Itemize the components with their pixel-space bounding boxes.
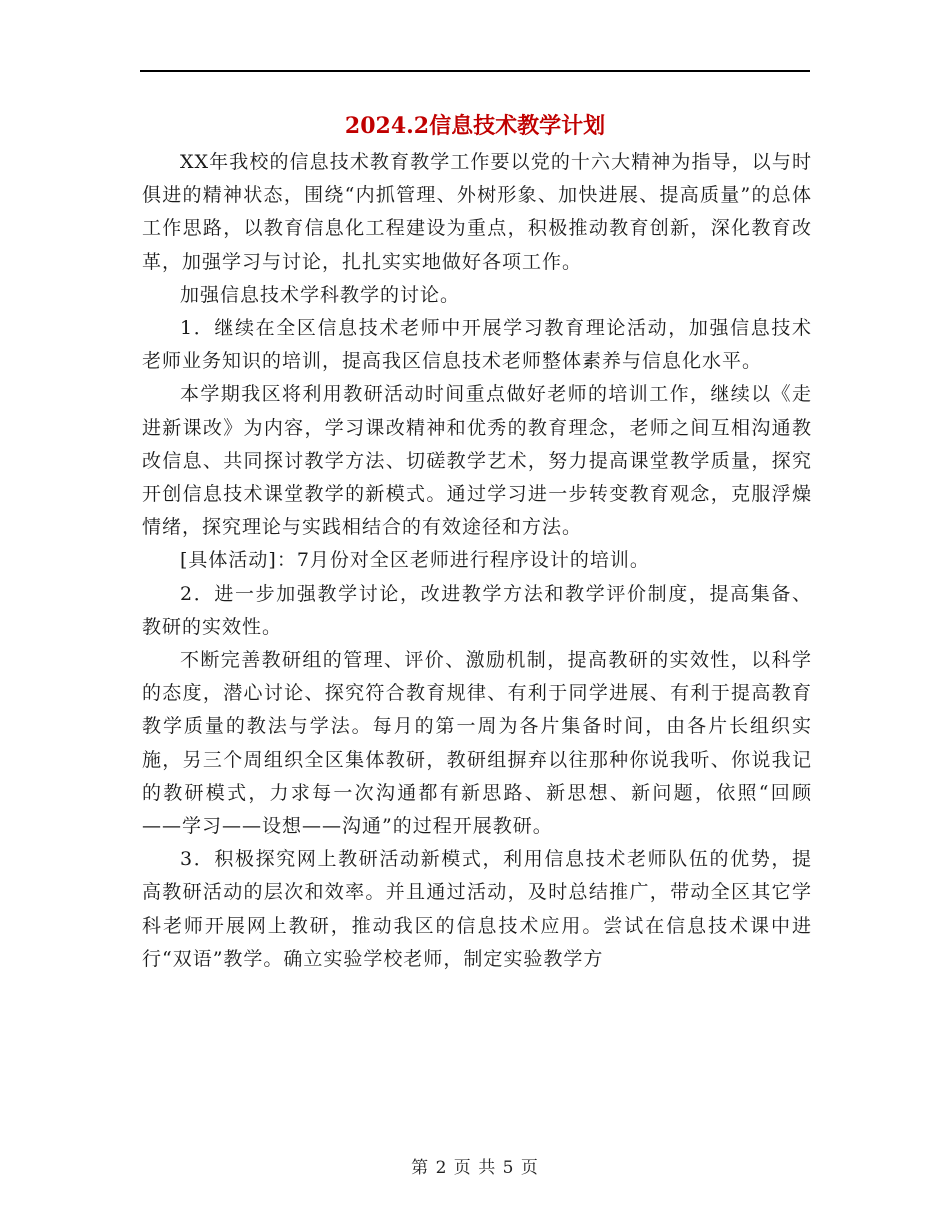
document-body xyxy=(142,146,812,976)
header-rule xyxy=(140,70,810,72)
paragraph-item-2: 2．进一步加强教学讨论，改进教学方法和教学评价制度，提高集备、教研的实效性。 xyxy=(142,582,812,638)
paragraph-item-3: 3．积极探究网上教研活动新模式，利用信息技术老师队伍的优势，提高教研活动的层次和效率。并且通过活动，及时总结推广，带动全区其它学科老师开展网上教研，推动我区的信息技术应用。尝试在信息技术课中进行“双语”教学。确立实验学校老师，制定实验教学方 xyxy=(142,848,812,970)
page-number: 第 2 页 共 5 页 xyxy=(411,1158,539,1178)
paragraph-item-1: 1．继续在全区信息技术老师中开展学习教育理论活动，加强信息技术老师业务知识的培训，提高我区信息技术老师整体素养与信息化水平。 xyxy=(142,317,812,373)
paragraph-heading: 加强信息技术学科教学的讨论。 xyxy=(180,283,461,306)
document-title: 2024.2信息技术教学计划 xyxy=(344,113,606,139)
paragraph-activity: [具体活动]：7月份对全区老师进行程序设计的培训。 xyxy=(180,549,650,572)
paragraph-item-1-detail: 本学期我区将利用教研活动时间重点做好老师的培训工作，继续以《走进新课改》为内容，学习课改精神和优秀的教育理念，老师之间互相沟通教改信息、共同探讨教学方法、切磋教学艺术，努力提高课堂教学质量，探究开创信息技术课堂教学的新模式。通过学习进一步转变教育观念，克服浮燥情绪，探究理论与实践相结合的有效途径和方法。 xyxy=(142,383,812,539)
paragraph-item-2-detail: 不断完善教研组的管理、评价、激励机制，提高教研的实效性，以科学的态度，潜心讨论、探究符合教育规律、有利于同学进展、有利于提高教育教学质量的教法与学法。每月的第一周为各片集备时间，由各片长组织实施，另三个周组织全区集体教研，教研组摒弃以往那种你说我听、你说我记的教研模式，力求每一次沟通都有新思路、新思想、新问题，依照“回顾——学习——设想——沟通”的过程开展教研。 xyxy=(142,649,812,838)
paragraph-intro: XX年我校的信息技术教育教学工作要以党的十六大精神为指导，以与时俱进的精神状态，围绕“内抓管理、外树形象、加快进展、提高质量”的总体工作思路，以教育信息化工程建设为重点，积极推动教育创新，深化教育改革，加强学习与讨论，扎扎实实地做好各项工作。 xyxy=(142,151,812,273)
